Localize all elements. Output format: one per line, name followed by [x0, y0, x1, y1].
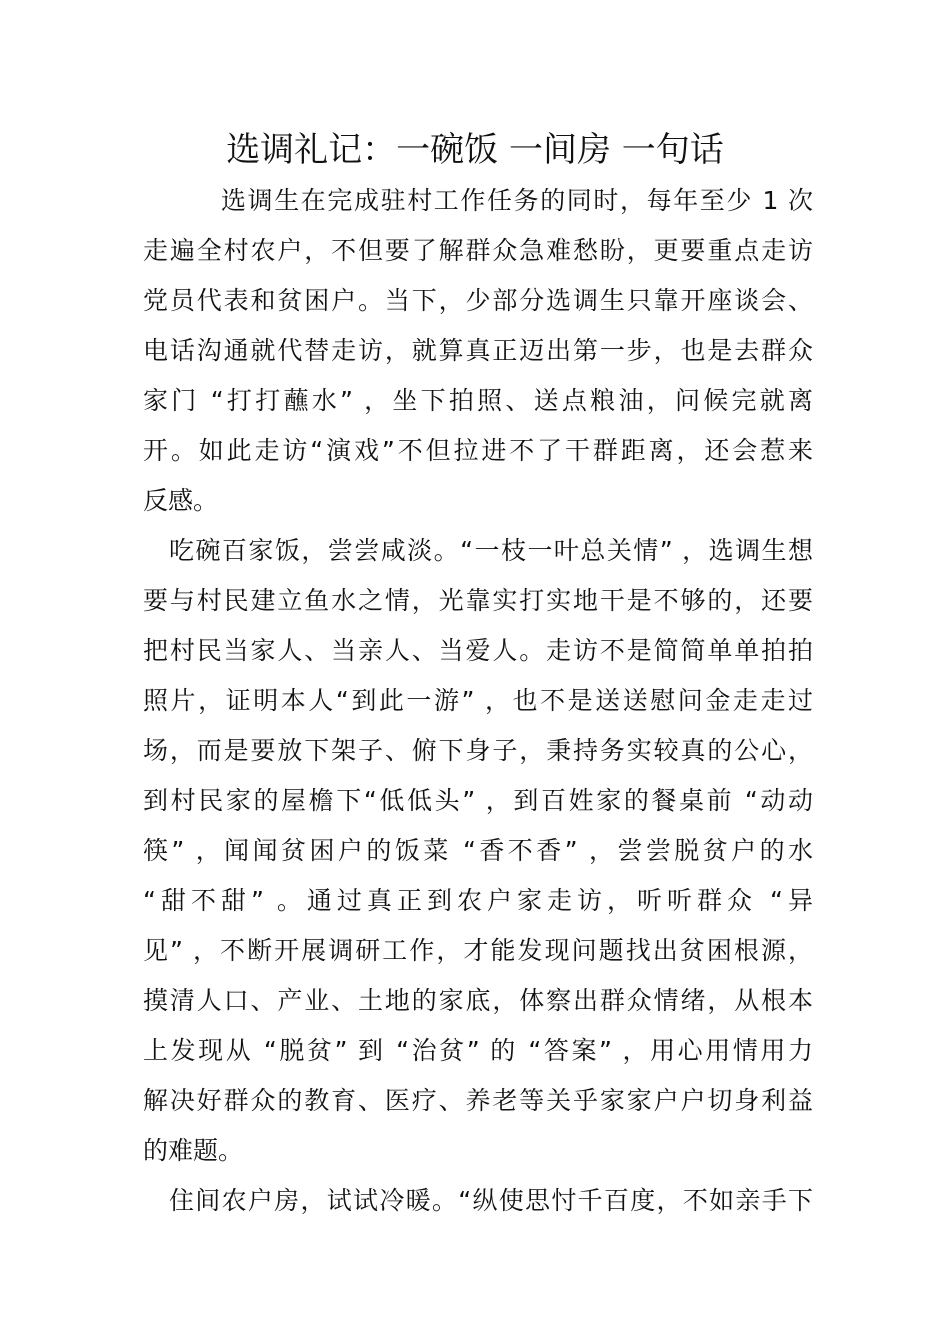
text-line: 反感。	[143, 486, 219, 515]
text-line: 照片，证明本人“到此一游” ，也不是送送慰问金走走过	[143, 686, 813, 715]
text-line: 家门 “打打蘸水” ，坐下拍照、送点粮油，问候完就离	[143, 386, 813, 415]
text-line: 把村民当家人、当亲人、当爱人。走访不是简简单单拍拍	[143, 636, 813, 665]
paragraph-2	[143, 526, 813, 1176]
paragraph-1	[143, 176, 813, 526]
paragraph-3	[143, 1176, 813, 1226]
text-line: 电话沟通就代替走访，就算真正迈出第一步，也是去群众	[143, 336, 813, 365]
text-line: 筷” ，闻闻贫困户的饭菜 “香不香” ，尝尝脱贫户的水	[143, 836, 813, 865]
page-title: 选调礼记：一碗饭 一间房 一句话	[226, 130, 724, 170]
text-line: 党员代表和贫困户。当下，少部分选调生只靠开座谈会、	[143, 286, 813, 315]
text-line: 吃碗百家饭，尝尝咸淡。“一枝一叶总关情” ，选调生想	[169, 536, 813, 565]
text-line: 上发现从 “脱贫” 到 “治贫” 的 “答案” ，用心用情用力	[143, 1036, 813, 1065]
text-line: 要与村民建立鱼水之情，光靠实打实地干是不够的，还要	[143, 586, 813, 615]
text-line: 见” ，不断开展调研工作，才能发现问题找出贫困根源，	[143, 936, 813, 965]
text-line: 场，而是要放下架子、俯下身子，秉持务实较真的公心，	[143, 736, 813, 765]
text-line: “甜不甜” 。通过真正到农户家走访，听听群众 “异	[143, 886, 813, 915]
text-line: 住间农户房，试试冷暖。“纵使思忖千百度，不如亲手下	[169, 1186, 813, 1215]
text-line: 选调生在完成驻村工作任务的同时，每年至少 1 次	[221, 186, 813, 215]
text-line: 开。如此走访“演戏”不但拉进不了干群距离，还会惹来	[143, 436, 813, 465]
text-line: 的难题。	[143, 1136, 244, 1165]
text-line: 走遍全村农户，不但要了解群众急难愁盼，更要重点走访	[143, 236, 813, 265]
text-line: 解决好群众的教育、医疗、养老等关乎家家户户切身利益	[143, 1086, 813, 1115]
text-line: 到村民家的屋檐下“低低头” ，到百姓家的餐桌前 “动动	[143, 786, 813, 815]
article-body	[143, 176, 813, 1226]
text-line: 摸清人口、产业、土地的家底，体察出群众情绪，从根本	[143, 986, 813, 1015]
